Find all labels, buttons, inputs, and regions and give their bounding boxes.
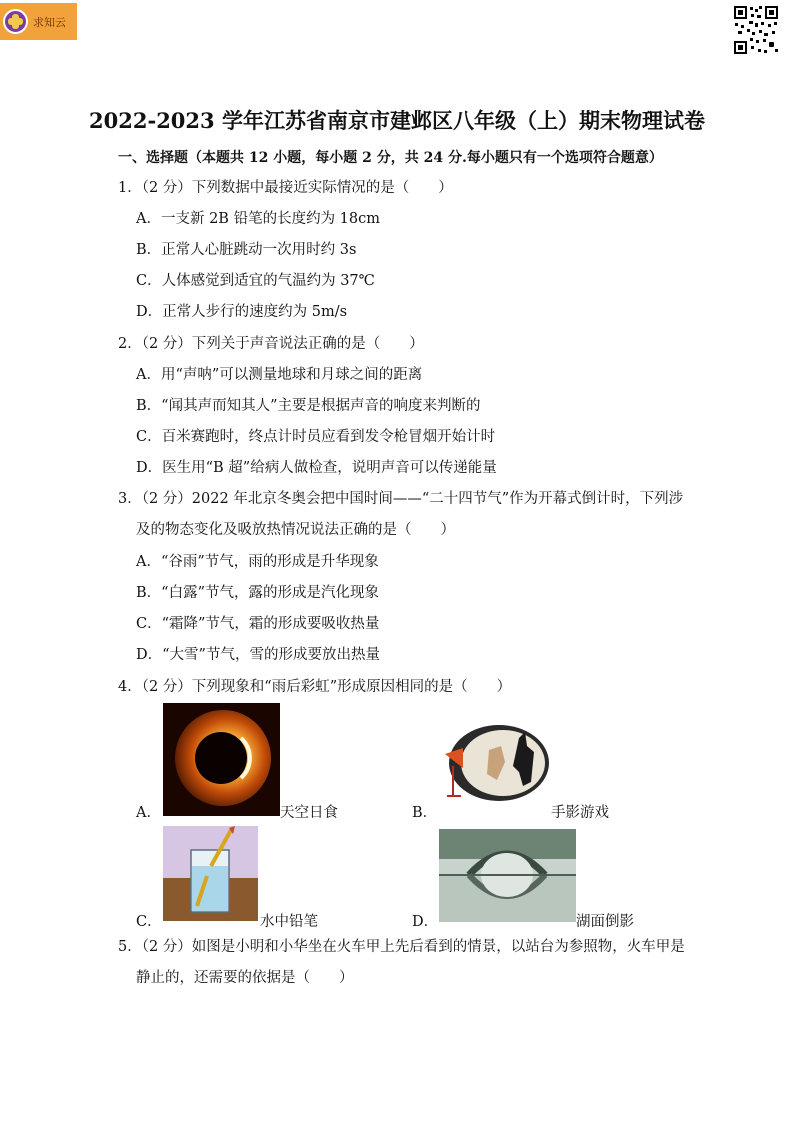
question-5-stem-line1: 5．（2 分）如图是小明和小华坐在火车甲上先后看到的情景，以站台为参照物，火车甲是: [118, 939, 685, 955]
q3-option-d: D．“大雪”节气，雪的形成要放出热量: [136, 647, 380, 663]
q2-option-c: C．百米赛跑时，终点计时员应看到发令枪冒烟开始计时: [136, 429, 496, 445]
q4-option-c-letter: C．: [136, 914, 162, 930]
question-2-stem: 2．（2 分）下列关于声音说法正确的是（ ）: [118, 336, 424, 352]
q1-option-d: D．正常人步行的速度约为 5m/s: [136, 304, 348, 320]
q1-option-b: B．正常人心脏跳动一次用时约 3s: [136, 242, 357, 258]
question-1-stem: 1．（2 分）下列数据中最接近实际情况的是（ ）: [118, 180, 453, 196]
q3-option-b: B．“白露”节气，露的形成是汽化现象: [136, 585, 379, 601]
lake-reflection-image: [439, 829, 576, 922]
solar-eclipse-image: [163, 703, 280, 816]
exam-title: 2022-2023 学年江苏省南京市建邺区八年级（上）期末物理试卷: [89, 108, 705, 133]
question-3-stem-line2: 及的物态变化及吸放热情况说法正确的是（ ）: [136, 522, 455, 538]
q4-option-b-caption: 手影游戏: [551, 805, 609, 821]
q4-option-b-letter: B．: [412, 805, 438, 821]
q3-option-c: C．“霜降”节气，霜的形成要吸收热量: [136, 616, 380, 632]
pencil-in-water-image: [163, 826, 258, 921]
question-3-stem-line1: 3．（2 分）2022 年北京冬奥会把中国时间——“二十四节气”作为开幕式倒计时，下列涉: [118, 491, 684, 507]
q4-option-a-letter: A．: [136, 805, 161, 821]
q1-option-a: A．一支新 2B 铅笔的长度约为 18cm: [136, 211, 380, 227]
logo-icon: [3, 9, 28, 34]
hand-shadow-image: [439, 722, 549, 804]
question-5-stem-line2: 静止的，还需要的依据是（ ）: [136, 970, 354, 986]
q4-option-d-letter: D．: [412, 914, 439, 930]
q2-option-a: A．用“声呐”可以测量地球和月球之间的距离: [136, 367, 423, 383]
logo-text: 求知云: [33, 16, 66, 29]
qr-code-icon: [733, 5, 779, 55]
q4-option-a-caption: 天空日食: [280, 805, 338, 821]
q2-option-d: D．医生用“B 超”给病人做检查，说明声音可以传递能量: [136, 460, 497, 476]
brand-logo: [0, 3, 77, 40]
section-heading: 一、选择题（本题共 12 小题，每小题 2 分，共 24 分.每小题只有一个选项符合题意）: [118, 150, 663, 166]
question-4-stem: 4．（2 分）下列现象和“雨后彩虹”形成原因相同的是（ ）: [118, 679, 512, 695]
q3-option-a: A．“谷雨”节气，雨的形成是升华现象: [136, 554, 379, 570]
q2-option-b: B．“闻其声而知其人”主要是根据声音的响度来判断的: [136, 398, 481, 414]
q1-option-c: C．人体感觉到适宜的气温约为 37℃: [136, 273, 375, 289]
q4-option-d-caption: 湖面倒影: [576, 914, 634, 930]
q4-option-c-caption: 水中铅笔: [260, 914, 318, 930]
